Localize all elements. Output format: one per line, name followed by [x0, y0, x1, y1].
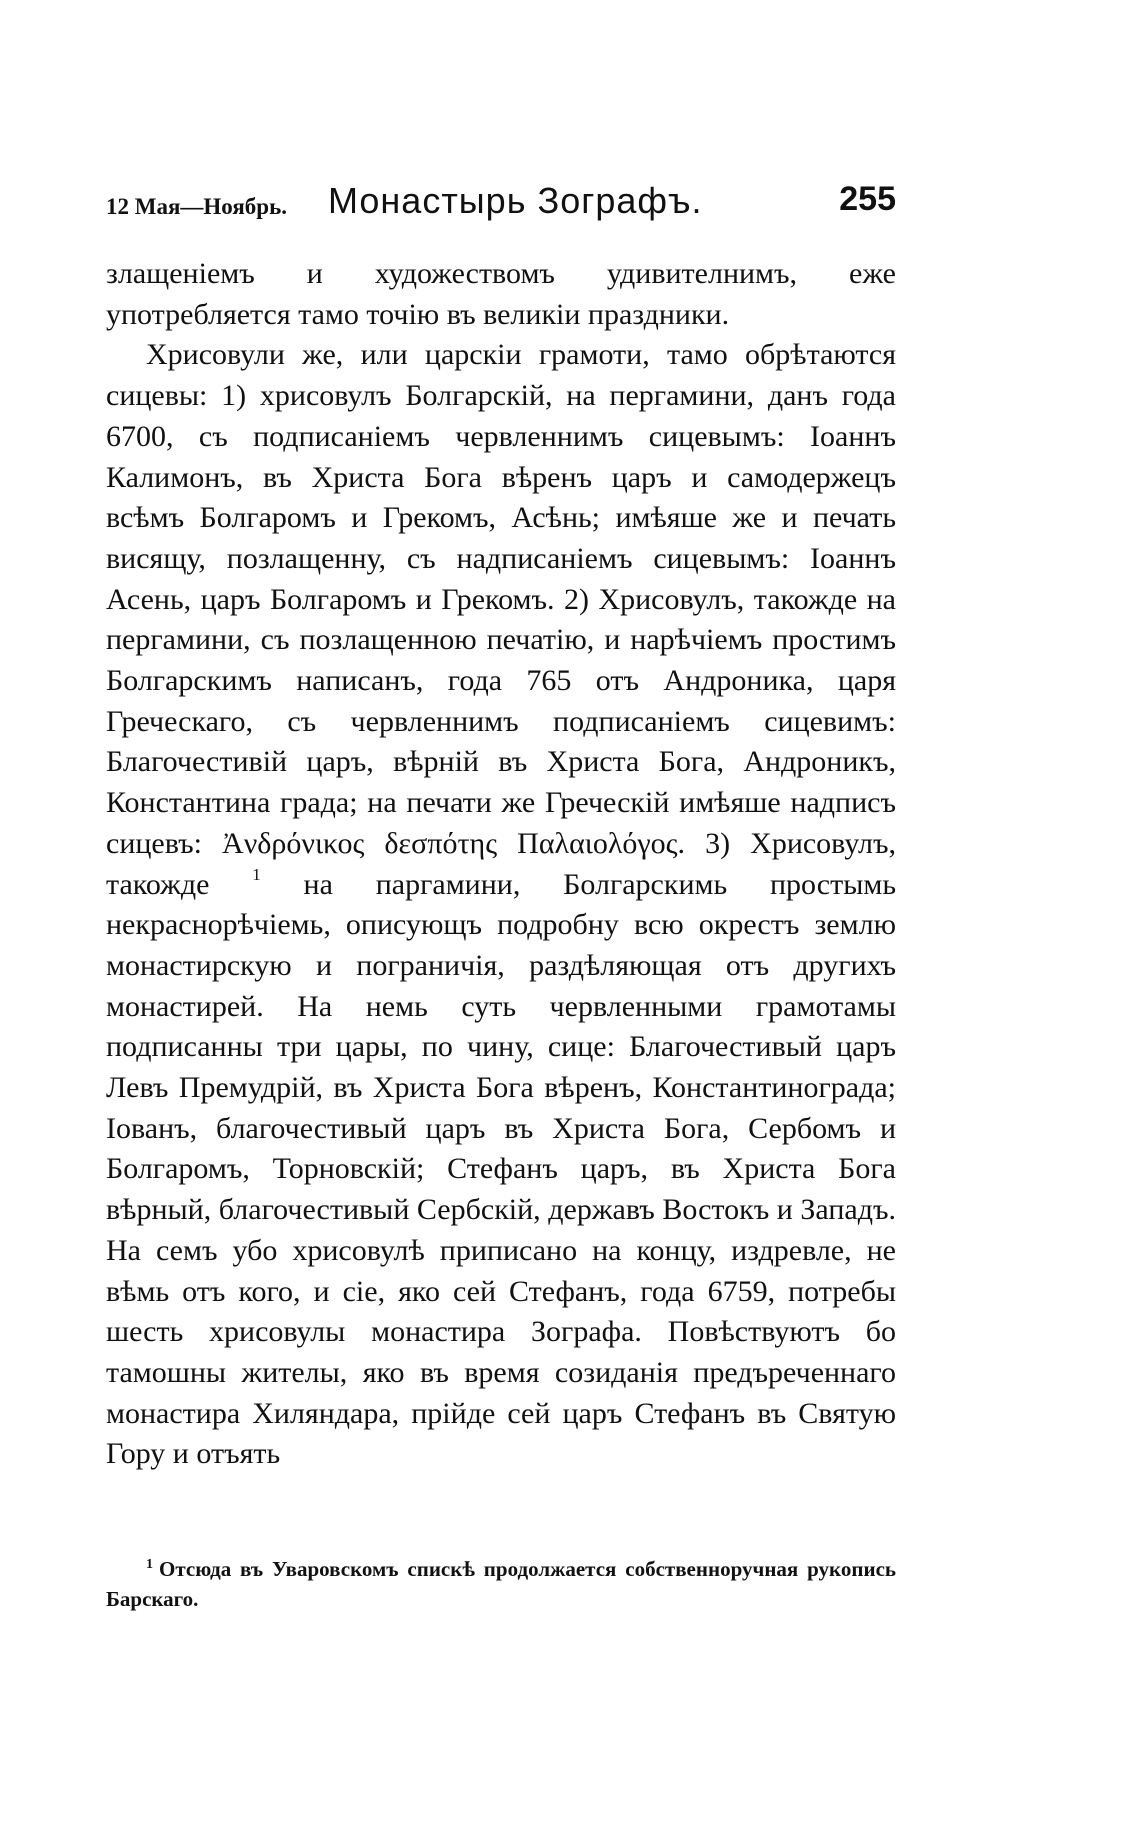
footnote-mark: 1 — [146, 1557, 153, 1572]
paragraph-chrysobulls — [106, 335, 896, 1475]
paragraph-continuation: злащеніемъ и художествомъ удивителнимъ, еже употребляется тамо точію въ великіи праздники. — [106, 257, 896, 331]
paragraph-text-part2: на паргамини, Болгарскимь простымь некраснорѣчіемь, описующъ подробну всю окрестъ землю монастирскую и пограничія, раздѣляющая отъ другихъ монастирей. На немь суть червленными грамотамы подписанны три цары, по чину, сице: Благочестивый царъ Левъ Премудрій, въ Христа Бога вѣренъ, Константинограда; Іованъ, благочестивый царъ въ Христа Бога, Сербомъ и Болгаромъ, Торновскій; Стефанъ царъ, въ Христа Бога вѣрный, благочестивый Сербскій, державъ Востокъ и Западъ. На семъ убо хрисовулѣ приписано на концу, издревле, не вѣмь отъ кого, и сіе, яко сей Стефанъ, года 6759, потребы шесть хрисовулы монастира Зографа. Повѣствуютъ бо тамошны жителы, яко въ время созиданія предъреченнаго монастира Хиляндара, прійде сей царъ Стефанъ въ Святую Гору и отъять — [106, 867, 897, 1471]
main-text — [106, 254, 896, 1475]
page-number: 255 — [839, 180, 896, 218]
footnote — [106, 1554, 896, 1614]
footnote-text: Отсюда въ Уваровскомъ спискѣ продолжается собственноручная рукопись Барскаго. — [106, 1557, 896, 1611]
running-head — [106, 180, 896, 230]
running-head-dates: 12 Мая—Ноябрь. — [106, 194, 288, 219]
running-head-title: Монастырь Зографъ. — [328, 180, 703, 221]
paragraph-text-part1: Хрисовули же, или царскіи грамоти, тамо обрѣтаются сицевы: 1) хрисовулъ Болгарскій, на пергамини, данъ года 6700, съ подписаніемъ червленнимъ сицевымъ: Іоаннъ Калимонъ, въ Христа Бога вѣренъ царъ и самодержецъ всѣмъ Болгаромъ и Грекомъ, Асѣнь; имѣяше же и печать висящу, позлащенну, съ надписаніемъ сицевымъ: Іоаннъ Асень, царъ Болгаромъ и Грекомъ. 2) Хрисовулъ, такожде на пергамини, съ позлащенною печатію, и нарѣчіемъ простимъ Болгарскимъ написанъ, года 765 отъ Андроника, царя Греческаго, съ червленнимъ подписаніемъ сицевимъ: Благочестивій царъ, вѣрній въ Христа Бога, Андроникъ, Константина града; на печати же Греческій имѣяше надписъ сицевъ: Ἀνδρόνικος δεσπότης Παλαιολόγος. 3) Хрисовулъ, такожде — [106, 338, 896, 901]
footnote-reference[interactable]: 1 — [252, 864, 261, 884]
